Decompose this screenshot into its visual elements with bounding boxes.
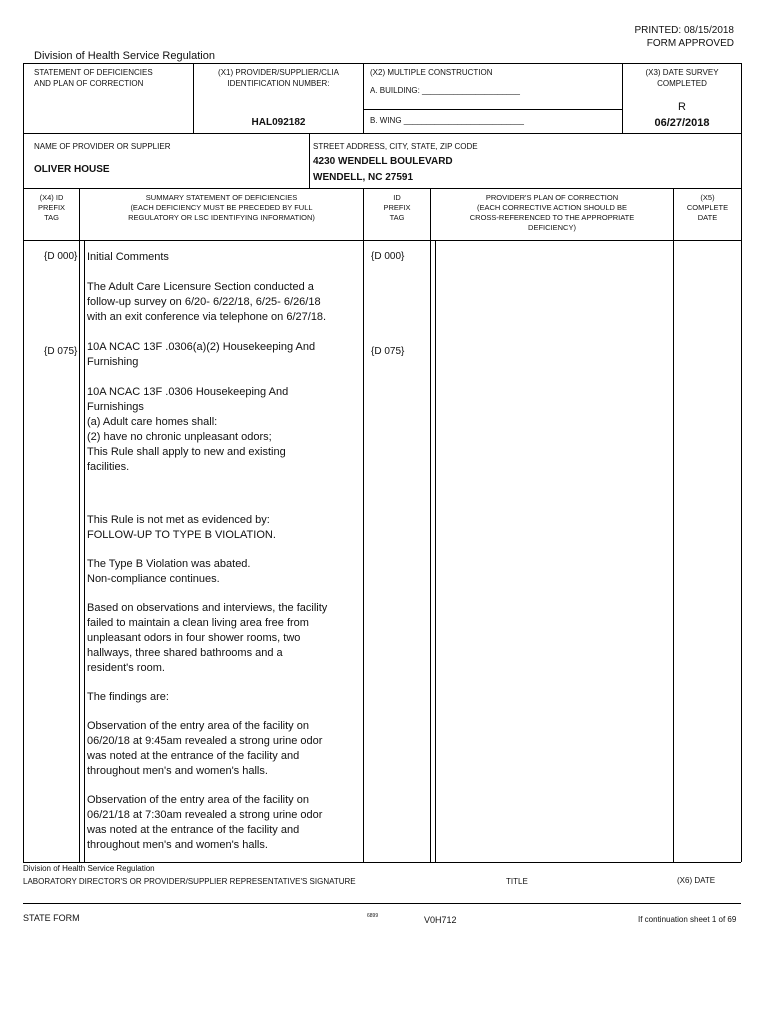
abated-paragraph: The Type B Violation was abated. Non-compliance continues. [87, 558, 251, 585]
rule-text: 10A NCAC 13F .0306 Housekeeping And Furnishings (a) Adult care homes shall: (2) have no chronic unpleasant odors; This Rule shall apply to new and existing facilities. [87, 386, 289, 473]
observation-1: Observation of the entry area of the facility on 06/20/18 at 9:45am revealed a strong urine odor was noted at the entrance of the facility and throughout men's and women's halls. [87, 720, 323, 777]
tag-d075-right: {D 075} [371, 346, 405, 357]
findings-summary: Based on observations and interviews, the facility failed to maintain a clean living area free from unpleasant odors in four shower rooms, two hallways, three shared bathrooms and a resident's room. [87, 602, 328, 674]
print-info [635, 24, 735, 50]
x2-label: (X2) MULTIPLE CONSTRUCTION [370, 68, 493, 77]
findings-label: The findings are: [87, 691, 169, 703]
building-label: A. BUILDING: ______________________ [370, 86, 520, 95]
col-summary: SUMMARY STATEMENT OF DEFICIENCIES (EACH DEFICIENCY MUST BE PRECEDED BY FULL REGULATORY OR LSC IDENTIFYING INFORMATION) [128, 193, 315, 222]
wing-label: B. WING ___________________________ [370, 116, 524, 125]
provider-label: NAME OF PROVIDER OR SUPPLIER [34, 142, 171, 151]
printed-date: PRINTED: 08/15/2018 [634, 25, 734, 36]
title-label: TITLE [506, 877, 528, 886]
x1-value: HAL092182 [251, 117, 306, 128]
form-code: V0H712 [424, 915, 457, 925]
tag-d000-right: {D 000} [371, 251, 405, 262]
x1-label: (X1) PROVIDER/SUPPLIER/CLIA IDENTIFICATION NUMBER: [218, 68, 339, 88]
col-id: ID PREFIX TAG [383, 193, 411, 222]
tag-d075-left: {D 075} [44, 346, 78, 357]
tag-d000-left: {D 000} [44, 251, 78, 262]
col-x5: (X5) COMPLETE DATE [686, 193, 729, 222]
form-number: 6899 [367, 913, 379, 919]
form-approved: FORM APPROVED [646, 38, 734, 49]
agency-title: Division of Health Service Regulation [34, 50, 215, 62]
rule-heading: 10A NCAC 13F .0306(a)(2) Housekeeping And Furnishing [87, 341, 316, 368]
date-label: (X6) DATE [677, 876, 716, 885]
address-line1: 4230 WENDELL BOULEVARD [313, 156, 453, 167]
signature-label: LABORATORY DIRECTOR'S OR PROVIDER/SUPPLIER REPRESENTATIVE'S SIGNATURE [23, 877, 356, 886]
statement-label: STATEMENT OF DEFICIENCIES AND PLAN OF CORRECTION [34, 68, 153, 88]
provider-value: OLIVER HOUSE [34, 164, 110, 175]
deficiency-text [87, 250, 359, 867]
address-line2: WENDELL, NC 27591 [313, 172, 414, 183]
x3-value: 06/27/2018 [654, 117, 710, 129]
continuation-sheet: If continuation sheet 1 of 69 [638, 915, 737, 924]
address-label: STREET ADDRESS, CITY, STATE, ZIP CODE [313, 142, 478, 151]
not-met-paragraph: This Rule is not met as evidenced by: FOLLOW-UP TO TYPE B VIOLATION. [87, 514, 276, 541]
footer-agency: Division of Health Service Regulation [23, 864, 155, 873]
observation-2: Observation of the entry area of the facility on 06/21/18 at 7:30am revealed a strong urine odor was noted at the entrance of the facility and throughout men's and women's halls. [87, 794, 323, 851]
col-x4: (X4) ID PREFIX TAG [37, 193, 66, 222]
survey-paragraph: The Adult Care Licensure Section conducted a follow-up survey on 6/20- 6/22/18, 6/25- 6/26/18 with an exit conference via telephone on 6/27/18. [87, 281, 327, 323]
col-plan: PROVIDER'S PLAN OF CORRECTION (EACH CORRECTIVE ACTION SHOULD BE CROSS-REFERENCED TO THE APPROPRIATE DEFICIENCY) [469, 193, 635, 232]
state-form: STATE FORM [23, 913, 80, 923]
initial-comments: Initial Comments [87, 251, 169, 263]
x3-label: (X3) DATE SURVEY COMPLETED [645, 68, 719, 88]
x3-code: R [678, 101, 686, 113]
